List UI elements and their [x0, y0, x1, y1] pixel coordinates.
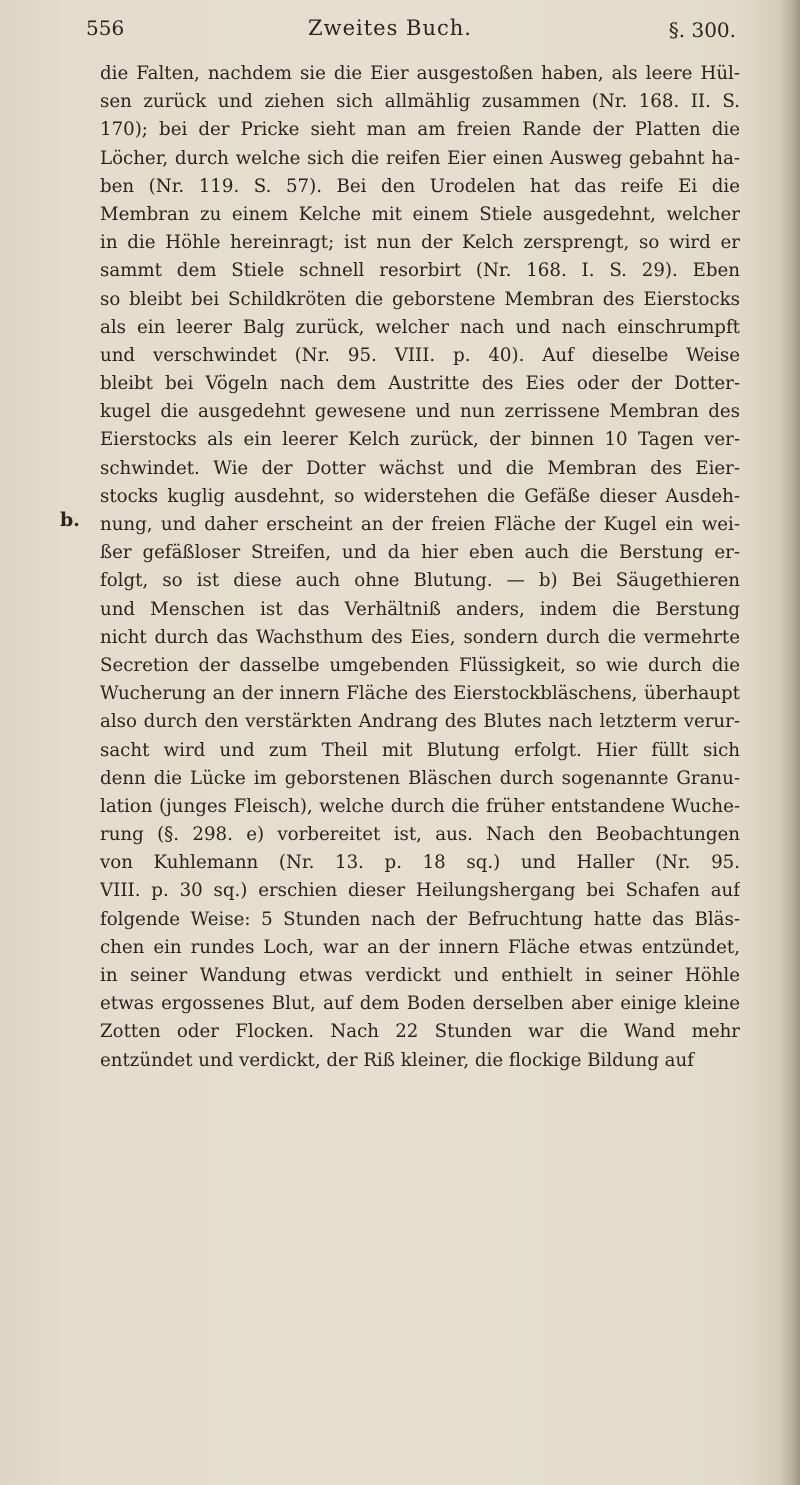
text-line: nung, und daher erscheint an der freien Fläche der Kugel ein wei- — [100, 514, 740, 535]
text-line: stocks kuglig ausdehnt, so widerstehen die Gefäße dieser Ausdeh- — [100, 485, 740, 507]
text-line: nicht durch das Wachsthum des Eies, sondern durch die vermehrte — [100, 626, 740, 648]
text-line: lation (junges Fleisch), welche durch die früher entstandene Wuche- — [100, 795, 740, 817]
text-line: entzündet und verdickt, der Riß kleiner, die flockige Bildung auf — [100, 1049, 694, 1071]
page-edge-shadow — [778, 0, 800, 1485]
margin-note: b. — [60, 509, 80, 531]
text-line: bleibt bei Vögeln nach dem Austritte des Eies oder der Dotter- — [100, 373, 740, 395]
text-line: ben (Nr. 119. S. 57). Bei den Urodelen hat das reife Ei die — [100, 175, 740, 197]
page-number: 556 — [86, 16, 125, 40]
running-title: Zweites Buch. — [308, 16, 472, 40]
text-line: von Kuhlemann (Nr. 13. p. 18 sq.) und Haller (Nr. 95. — [100, 852, 740, 874]
text-line: Membran zu einem Kelche mit einem Stiele ausgedehnt, welcher — [100, 203, 740, 225]
text-line: ßer gefäßloser Streifen, und da hier eben auch die Berstung er- — [100, 542, 740, 564]
text-line: Eierstocks als ein leerer Kelch zurück, der binnen 10 Tagen ver- — [100, 429, 740, 451]
text-line: kugel die ausgedehnt gewesene und nun zerrissene Membran des — [100, 401, 740, 423]
text-line: in die Höhle hereinragt; ist nun der Kelch zersprengt, so wird er — [100, 232, 740, 254]
text-line: sen zurück und ziehen sich allmählig zusammen (Nr. 168. II. S. — [100, 91, 740, 113]
text-line: und Menschen ist das Verhältniß anders, indem die Berstung — [100, 598, 740, 620]
text-line: sammt dem Stiele schnell resorbirt (Nr. 168. I. S. 29). Eben — [100, 260, 740, 282]
text-line: Zotten oder Flocken. Nach 22 Stunden war die Wand mehr — [100, 1021, 740, 1043]
text-line: Wucherung an der innern Fläche des Eierstockbläschens, überhaupt — [100, 683, 740, 705]
text-line: schwindet. Wie der Dotter wächst und die Membran des Eier- — [100, 457, 740, 479]
text-line: als ein leerer Balg zurück, welcher nach und nach einschrumpft — [100, 316, 740, 338]
text-line: und verschwindet (Nr. 95. VIII. p. 40). Auf dieselbe Weise — [100, 344, 740, 366]
text-line: etwas ergossenes Blut, auf dem Boden derselben aber einige kleine — [100, 993, 740, 1015]
text-line: 170); bei der Pricke sieht man am freien Rande der Platten die — [100, 119, 740, 141]
text-line: so bleibt bei Schildkröten die geborstene Membran des Eierstocks — [100, 288, 740, 310]
text-line: denn die Lücke im geborstenen Bläschen durch sogenannte Granu- — [100, 767, 740, 789]
text-line: sacht wird und zum Theil mit Blutung erfolgt. Hier füllt sich — [100, 739, 740, 761]
text-line: die Falten, nachdem sie die Eier ausgestoßen haben, als leere Hül- — [100, 63, 740, 84]
text-line: folgende Weise: 5 Stunden nach der Befruchtung hatte das Bläs- — [100, 908, 740, 930]
text-line: also durch den verstärkten Andrang des Blutes nach letzterm verur- — [100, 711, 740, 733]
text-line: Löcher, durch welche sich die reifen Eier einen Ausweg gebahnt ha- — [100, 147, 740, 169]
page-header — [86, 16, 736, 50]
text-line: rung (§. 298. e) vorbereitet ist, aus. Nach den Beobachtungen — [100, 824, 740, 846]
text-line: VIII. p. 30 sq.) erschien dieser Heilungshergang bei Schafen auf — [100, 880, 740, 902]
text-line: chen ein rundes Loch, war an der innern Fläche etwas entzündet, — [100, 936, 740, 958]
text-line: in seiner Wandung etwas verdickt und enthielt in seiner Höhle — [100, 965, 740, 986]
body-text — [100, 60, 740, 1075]
section-number: §. 300. — [668, 18, 736, 42]
text-line: Secretion der dasselbe umgebenden Flüssigkeit, so wie durch die — [100, 654, 740, 676]
text-line: folgt, so ist diese auch ohne Blutung. — b) Bei Säugethieren — [100, 570, 740, 592]
